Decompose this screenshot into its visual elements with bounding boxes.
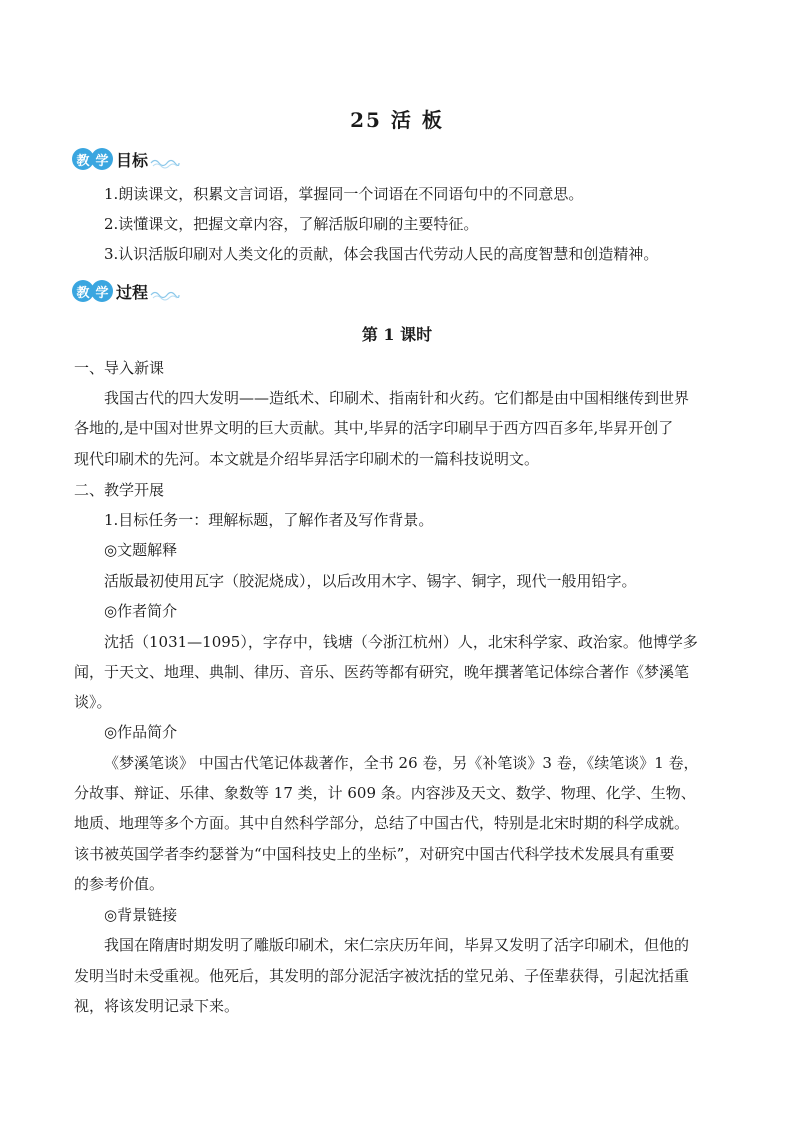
heading-bubble: 教: [72, 280, 94, 302]
wave-decoration-icon: [150, 157, 180, 169]
goal-item: 3.认识活版印刷对人类文化的贡献，体会我国古代劳动人民的高度智慧和创造精神。: [104, 245, 659, 263]
paragraph-line: 沈括（1031—1095），字存中，钱塘（今浙江杭州）人，北宋科学家、政治家。他博学多: [104, 633, 698, 651]
paragraph-line: 的参考价值。: [74, 875, 165, 893]
page-title: 25 活 板: [350, 108, 444, 132]
section-label: 目标: [116, 150, 149, 170]
wave-decoration-icon: [150, 289, 180, 301]
heading-bubble: 学: [91, 280, 113, 302]
task-line: 1.目标任务一：理解标题，了解作者及写作背景。: [104, 511, 434, 529]
paragraph-line: 现代印刷术的先河。本文就是介绍毕昇活字印刷术的一篇科技说明文。: [74, 450, 540, 468]
paragraph-line: 谈》。: [74, 693, 112, 711]
paragraph-line: 地质、地理等多个方面。其中自然科学部分，总结了中国古代，特别是北宋时期的科学成就。: [74, 814, 690, 832]
paragraph-line: 我国在隋唐时期发明了雕版印刷术，宋仁宗庆历年间，毕昇又发明了活字印刷术，但他的: [104, 936, 690, 954]
part-heading: 二、教学开展: [74, 481, 165, 499]
paragraph-line: 该书被英国学者李约瑟誉为“中国科技史上的坐标”，对研究中国古代科学技术发展具有重要: [74, 845, 675, 863]
goal-item: 2.读懂课文，把握文章内容，了解活版印刷的主要特征。: [104, 215, 479, 233]
sub-heading: ◎文题解释: [104, 541, 178, 559]
sub-heading: ◎作者简介: [104, 602, 178, 620]
paragraph-line: 《梦溪笔谈》 中国古代笔记体裁著作，全书 26 卷，另《补笔谈》3 卷，《续笔谈》1 卷，: [104, 754, 699, 772]
paragraph-line: 视，将该发明记录下来。: [74, 997, 240, 1015]
section-heading-goals: [72, 146, 180, 172]
goal-item: 1.朗读课文，积累文言词语，掌握同一个词语在不同语句中的不同意思。: [104, 185, 584, 203]
paragraph-line: 分故事、辩证、乐律、象数等 17 类，计 609 条。内容涉及天文、数学、物理、化学、生物、: [74, 784, 696, 802]
part-heading: 一、导入新课: [74, 359, 165, 377]
paragraph-line: 我国古代的四大发明——造纸术、印刷术、指南针和火药。它们都是由中国相继传到世界: [104, 389, 690, 407]
heading-bubble: 教: [72, 148, 94, 170]
sub-heading: ◎作品简介: [104, 723, 178, 741]
paragraph-line: 各地的,是中国对世界文明的巨大贡献。其中,毕昇的活字印刷早于西方四百多年,毕昇开创了: [74, 419, 674, 437]
paragraph-line: 闻，于天文、地理、典制、律历、音乐、医药等都有研究，晚年撰著笔记体综合著作《梦溪笔: [74, 663, 690, 681]
lesson-title: 第 1 课时: [361, 325, 433, 344]
section-heading-process: [72, 278, 180, 304]
paragraph-line: 发明当时未受重视。他死后，其发明的部分泥活字被沈括的堂兄弟、子侄辈获得，引起沈括重: [74, 967, 690, 985]
section-label: 过程: [116, 282, 149, 302]
heading-bubble: 学: [91, 148, 113, 170]
paragraph-line: 活版最初使用瓦字（胶泥烧成），以后改用木字、锡字、铜字，现代一般用铅字。: [104, 572, 637, 590]
sub-heading: ◎背景链接: [104, 906, 178, 924]
